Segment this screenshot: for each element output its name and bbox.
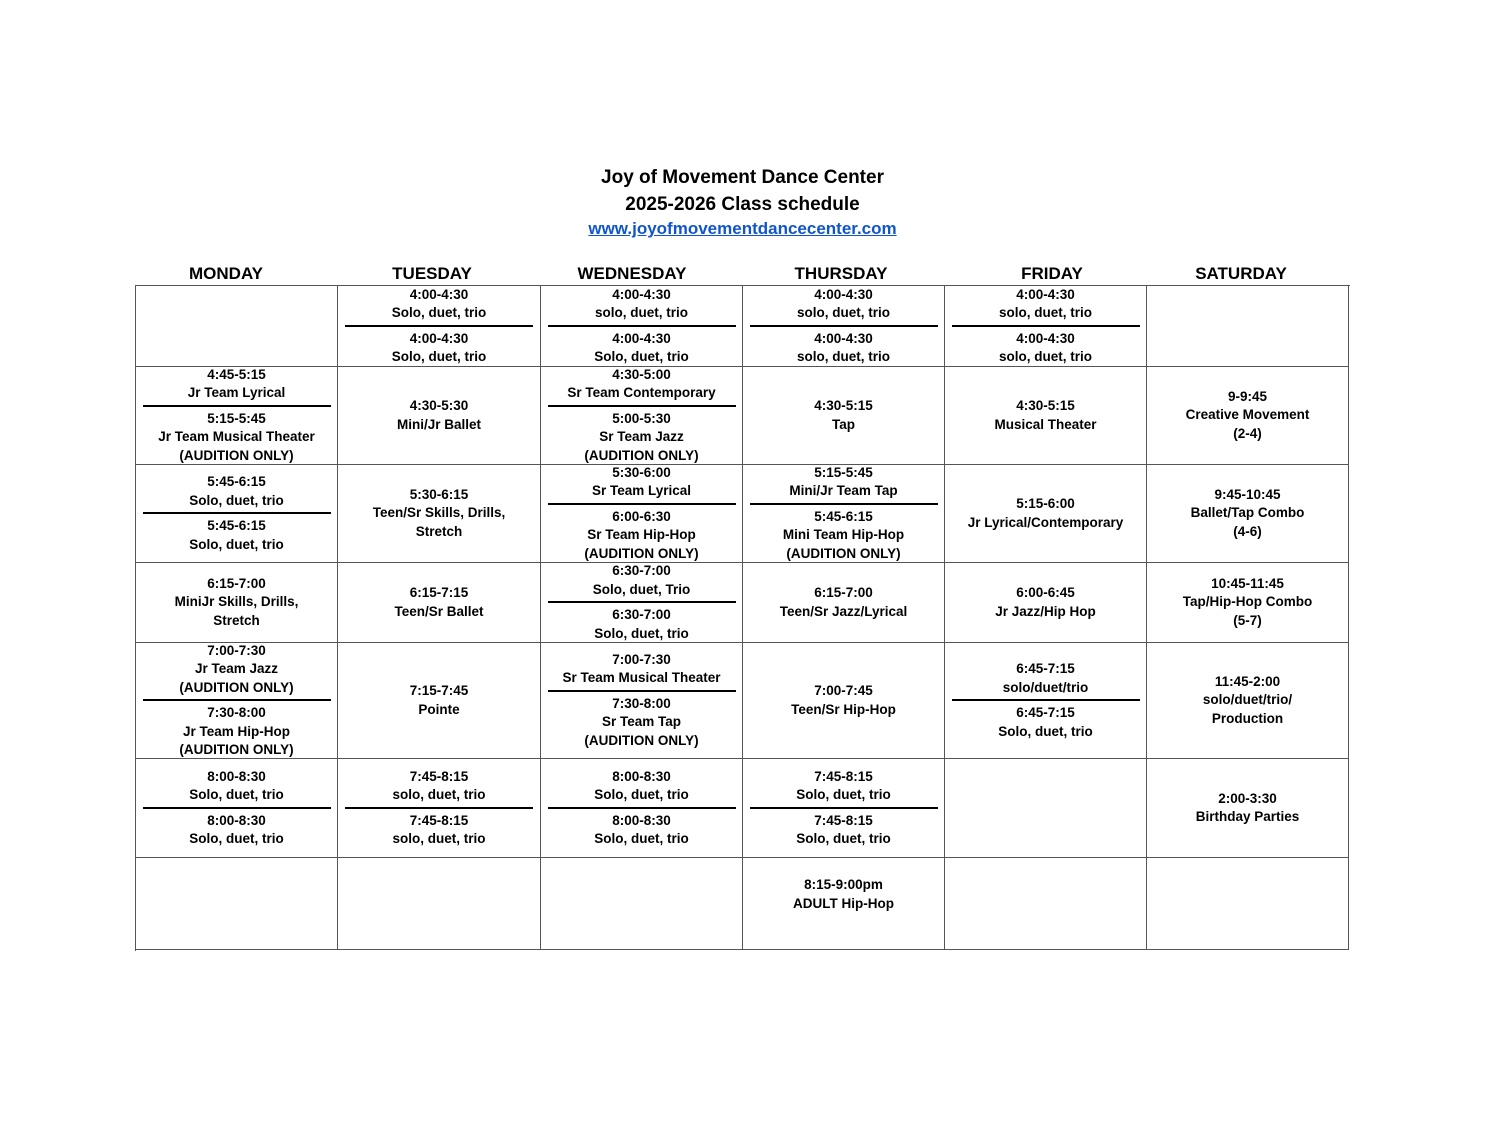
class-entry bbox=[743, 768, 944, 805]
schedule-cell-friday bbox=[945, 465, 1147, 563]
schedule-cell-monday bbox=[136, 367, 338, 465]
class-name: solo/duet/trio/ bbox=[1202, 692, 1293, 708]
class-entry bbox=[743, 682, 944, 719]
class-time: 4:00-4:30 bbox=[612, 330, 671, 346]
class-entry bbox=[136, 704, 337, 759]
class-divider bbox=[548, 690, 736, 692]
class-entry bbox=[1147, 790, 1348, 827]
class-entry bbox=[136, 575, 337, 631]
class-name: (AUDITION ONLY) bbox=[786, 545, 901, 561]
class-name: Creative Movement bbox=[1185, 407, 1310, 423]
class-divider bbox=[548, 503, 736, 505]
class-name: (2-4) bbox=[1233, 425, 1262, 441]
class-entry bbox=[338, 584, 540, 621]
class-name: MiniJr Skills, Drills, bbox=[174, 594, 299, 610]
schedule-cell-friday bbox=[945, 367, 1147, 465]
class-name: solo, duet, trio bbox=[999, 349, 1092, 364]
class-entry bbox=[945, 584, 1146, 621]
schedule-cell-tuesday bbox=[338, 858, 541, 950]
class-entry bbox=[541, 768, 742, 805]
class-name: (AUDITION ONLY) bbox=[179, 742, 294, 757]
schedule-cell-friday bbox=[945, 643, 1147, 759]
schedule-cell-saturday bbox=[1147, 759, 1349, 858]
class-name: (AUDITION ONLY) bbox=[584, 447, 699, 463]
schedule-cell-saturday bbox=[1147, 858, 1349, 950]
class-entry bbox=[945, 397, 1146, 434]
class-time: 5:30-6:15 bbox=[409, 486, 469, 502]
schedule-cell-monday bbox=[136, 858, 338, 950]
class-name: Sr Team Contemporary bbox=[567, 385, 716, 401]
page-subtitle: 2025-2026 Class schedule bbox=[625, 194, 860, 215]
class-name: Jr Team Musical Theater bbox=[158, 429, 315, 445]
class-entry bbox=[338, 812, 540, 849]
schedule-cell-friday bbox=[945, 759, 1147, 858]
schedule-cell-monday bbox=[136, 759, 338, 858]
schedule-cell-friday bbox=[945, 858, 1147, 950]
class-name: Teen/Sr Jazz/Lyrical bbox=[779, 603, 908, 619]
schedule-grid bbox=[135, 285, 1350, 951]
class-entry bbox=[743, 397, 944, 434]
class-time: 9-9:45 bbox=[1227, 388, 1268, 404]
schedule-cell-wednesday bbox=[541, 858, 743, 950]
schedule-cell-friday bbox=[945, 563, 1147, 643]
class-time: 9:45-10:45 bbox=[1214, 486, 1281, 502]
class-name: (AUDITION ONLY) bbox=[179, 447, 294, 463]
class-entry bbox=[541, 651, 742, 688]
class-entry bbox=[541, 367, 742, 403]
class-name: Pointe bbox=[418, 701, 460, 717]
class-name: solo, duet, trio bbox=[797, 349, 890, 364]
class-time: 5:15-6:00 bbox=[1016, 496, 1075, 511]
class-time: 6:15-7:15 bbox=[409, 585, 469, 600]
class-time: 8:00-8:30 bbox=[612, 812, 671, 828]
schedule-cell-tuesday bbox=[338, 643, 541, 759]
class-divider bbox=[548, 405, 736, 407]
class-name: Solo, duet, trio bbox=[189, 787, 284, 802]
class-entry bbox=[338, 682, 540, 719]
class-name: Solo, duet, trio bbox=[998, 723, 1093, 739]
class-time: 6:00-6:45 bbox=[1016, 585, 1075, 600]
schedule-cell-monday bbox=[136, 643, 338, 759]
class-time: 6:45-7:15 bbox=[1016, 661, 1075, 676]
class-entry bbox=[338, 768, 540, 805]
class-name: (4-6) bbox=[1233, 523, 1262, 539]
class-time: 4:00-4:30 bbox=[814, 330, 873, 346]
class-entry bbox=[541, 606, 742, 643]
schedule-cell-wednesday bbox=[541, 465, 743, 563]
class-name: Sr Team Lyrical bbox=[591, 483, 692, 499]
class-name: Solo, duet, trio bbox=[594, 831, 689, 846]
class-name: Solo, duet, trio bbox=[189, 536, 284, 552]
class-entry bbox=[945, 660, 1146, 697]
class-entry bbox=[541, 695, 742, 751]
class-time: 7:00-7:30 bbox=[207, 643, 266, 658]
class-divider bbox=[952, 699, 1140, 701]
schedule-cell-wednesday bbox=[541, 643, 743, 759]
day-header-friday: FRIDAY bbox=[1021, 264, 1083, 283]
schedule-cell-tuesday bbox=[338, 367, 541, 465]
class-entry bbox=[136, 367, 337, 403]
class-name: Jr Lyrical/Contemporary bbox=[967, 514, 1124, 530]
schedule-cell-tuesday bbox=[338, 286, 541, 367]
schedule-cell-friday bbox=[945, 286, 1147, 367]
class-name: Teen/Sr Ballet bbox=[394, 603, 484, 619]
day-header-monday: MONDAY bbox=[189, 264, 263, 283]
class-entry bbox=[541, 410, 742, 465]
class-entry bbox=[338, 486, 540, 542]
class-name: Birthday Parties bbox=[1195, 809, 1300, 824]
class-time: 7:30-8:00 bbox=[612, 695, 671, 711]
class-name: Teen/Sr Skills, Drills, bbox=[372, 505, 506, 521]
class-entry bbox=[743, 508, 944, 563]
class-time: 6:30-7:00 bbox=[612, 607, 671, 622]
class-time: 5:30-6:00 bbox=[612, 465, 671, 480]
class-time: 7:30-8:00 bbox=[207, 705, 266, 720]
class-divider bbox=[143, 512, 331, 514]
class-name: Solo, duet, trio bbox=[796, 831, 891, 846]
class-time: 7:00-7:30 bbox=[612, 651, 671, 667]
class-divider bbox=[548, 601, 736, 603]
class-name: Musical Theater bbox=[994, 416, 1097, 432]
schedule-cell-saturday bbox=[1147, 465, 1349, 563]
class-divider bbox=[345, 325, 533, 327]
class-entry bbox=[541, 286, 742, 323]
class-name: Mini/Jr Team Tap bbox=[789, 483, 898, 499]
class-entry bbox=[541, 465, 742, 501]
class-name: Tap/Hip-Hop Combo bbox=[1182, 594, 1313, 610]
class-name: solo, duet, trio bbox=[797, 305, 890, 320]
class-time: 4:00-4:30 bbox=[612, 286, 671, 302]
class-time: 4:30-5:00 bbox=[612, 367, 671, 382]
class-name: solo, duet, trio bbox=[392, 831, 486, 846]
class-entry bbox=[743, 330, 944, 367]
day-header-tuesday: TUESDAY bbox=[392, 264, 472, 283]
class-time: 6:30-7:00 bbox=[612, 563, 671, 578]
schedule-cell-wednesday bbox=[541, 367, 743, 465]
class-time: 4:00-4:30 bbox=[409, 286, 469, 302]
class-name: Solo, duet, trio bbox=[189, 492, 284, 508]
class-time: 8:00-8:30 bbox=[207, 812, 266, 828]
class-name: Stretch bbox=[415, 523, 463, 539]
class-entry bbox=[541, 812, 742, 849]
schedule-cell-monday bbox=[136, 563, 338, 643]
class-time: 6:00-6:30 bbox=[612, 508, 671, 524]
class-name: Solo, duet, trio bbox=[594, 625, 689, 641]
class-name: Jr Team Jazz bbox=[194, 661, 279, 676]
schedule-cell-thursday bbox=[743, 643, 945, 759]
day-header-wednesday: WEDNESDAY bbox=[577, 264, 687, 283]
class-entry bbox=[1147, 673, 1348, 729]
class-name: solo/duet/trio bbox=[1002, 679, 1089, 695]
class-entry bbox=[541, 330, 742, 367]
class-entry bbox=[136, 812, 337, 849]
class-name: ADULT Hip-Hop bbox=[793, 895, 894, 911]
schedule-cell-tuesday bbox=[338, 563, 541, 643]
class-time: 4:45-5:15 bbox=[207, 367, 266, 382]
schedule-cell-monday bbox=[136, 465, 338, 563]
class-name: Solo, duet, trio bbox=[594, 787, 689, 802]
class-entry bbox=[945, 330, 1146, 367]
class-entry bbox=[541, 508, 742, 563]
website-link[interactable]: www.joyofmovementdancecenter.com bbox=[588, 219, 897, 238]
class-time: 5:15-5:45 bbox=[207, 410, 266, 426]
class-divider bbox=[345, 807, 533, 809]
class-name: Mini Team Hip-Hop bbox=[782, 527, 905, 543]
class-time: 6:15-7:00 bbox=[207, 575, 266, 591]
class-entry bbox=[338, 286, 540, 323]
class-name: Solo, duet, Trio bbox=[592, 581, 691, 597]
class-divider bbox=[548, 807, 736, 809]
day-header-row bbox=[135, 263, 1350, 285]
class-entry bbox=[136, 410, 337, 465]
class-time: 6:15-7:00 bbox=[814, 585, 873, 600]
class-entry bbox=[1147, 575, 1348, 631]
class-entry bbox=[541, 563, 742, 599]
schedule-cell-thursday bbox=[743, 465, 945, 563]
class-entry bbox=[1147, 486, 1348, 542]
class-entry bbox=[743, 584, 944, 621]
class-divider bbox=[750, 503, 938, 505]
day-header-thursday: THURSDAY bbox=[794, 264, 888, 283]
class-time: 4:30-5:15 bbox=[1016, 398, 1075, 413]
class-name: solo, duet, trio bbox=[595, 305, 688, 320]
class-name: Jr Team Hip-Hop bbox=[182, 723, 290, 739]
class-name: Tap bbox=[832, 416, 855, 432]
class-name: Solo, duet, trio bbox=[391, 349, 487, 364]
class-entry bbox=[743, 286, 944, 323]
class-name: (AUDITION ONLY) bbox=[179, 679, 294, 695]
class-divider bbox=[750, 807, 938, 809]
class-name: Teen/Sr Hip-Hop bbox=[791, 701, 896, 717]
class-time: 4:00-4:30 bbox=[1016, 330, 1075, 346]
class-name: Solo, duet, trio bbox=[594, 349, 689, 364]
class-time: 11:45-2:00 bbox=[1214, 673, 1281, 689]
schedule-cell-saturday bbox=[1147, 286, 1349, 367]
class-time: 4:30-5:30 bbox=[409, 398, 469, 413]
class-entry bbox=[945, 495, 1146, 532]
class-entry bbox=[743, 876, 944, 913]
class-time: 4:30-5:15 bbox=[814, 398, 873, 413]
class-time: 2:00-3:30 bbox=[1218, 790, 1277, 806]
class-name: Mini/Jr Ballet bbox=[396, 416, 482, 432]
class-divider bbox=[143, 405, 331, 407]
class-entry bbox=[1147, 388, 1348, 444]
class-time: 8:00-8:30 bbox=[612, 768, 671, 784]
class-divider bbox=[143, 699, 331, 701]
class-name: Solo, duet, trio bbox=[189, 831, 284, 846]
schedule-cell-thursday bbox=[743, 286, 945, 367]
page-title: Joy of Movement Dance Center bbox=[601, 167, 884, 188]
class-time: 10:45-11:45 bbox=[1211, 575, 1284, 591]
schedule-cell-thursday bbox=[743, 563, 945, 643]
schedule-cell-tuesday bbox=[338, 759, 541, 858]
class-name: solo, duet, trio bbox=[999, 305, 1092, 320]
class-entry bbox=[136, 768, 337, 805]
day-header-saturday: SATURDAY bbox=[1195, 264, 1287, 283]
class-entry bbox=[743, 812, 944, 849]
class-time: 5:15-5:45 bbox=[814, 465, 873, 480]
schedule-cell-thursday bbox=[743, 759, 945, 858]
class-name: solo, duet, trio bbox=[392, 787, 486, 802]
class-time: 7:00-7:45 bbox=[814, 683, 873, 698]
class-time: 5:45-6:15 bbox=[207, 474, 266, 489]
class-time: 6:45-7:15 bbox=[1016, 705, 1075, 720]
schedule-cell-thursday bbox=[743, 858, 945, 950]
class-entry bbox=[945, 704, 1146, 741]
class-time: 4:00-4:30 bbox=[814, 286, 873, 302]
class-entry bbox=[945, 286, 1146, 323]
class-time: 7:15-7:45 bbox=[409, 683, 469, 698]
schedule-cell-wednesday bbox=[541, 759, 743, 858]
class-time: 7:45-8:15 bbox=[814, 812, 873, 828]
class-name: Sr Team Jazz bbox=[599, 429, 684, 445]
schedule-cell-saturday bbox=[1147, 367, 1349, 465]
class-divider bbox=[143, 807, 331, 809]
class-name: Production bbox=[1211, 710, 1284, 726]
class-time: 5:45-6:15 bbox=[814, 508, 873, 524]
class-divider bbox=[952, 325, 1140, 327]
schedule-cell-wednesday bbox=[541, 563, 743, 643]
schedule-cell-wednesday bbox=[541, 286, 743, 367]
class-divider bbox=[750, 325, 938, 327]
class-divider bbox=[548, 325, 736, 327]
class-entry bbox=[338, 397, 540, 434]
schedule-cell-saturday bbox=[1147, 643, 1349, 759]
class-name: Solo, duet, trio bbox=[796, 787, 891, 802]
class-name: Ballet/Tap Combo bbox=[1190, 505, 1305, 521]
class-name: Stretch bbox=[213, 612, 260, 628]
class-time: 5:45-6:15 bbox=[207, 518, 266, 533]
class-entry bbox=[338, 330, 540, 367]
class-time: 7:45-8:15 bbox=[409, 768, 469, 784]
class-entry bbox=[743, 465, 944, 501]
class-time: 7:45-8:15 bbox=[409, 812, 469, 828]
class-name: Solo, duet, trio bbox=[391, 305, 487, 320]
class-name: (AUDITION ONLY) bbox=[584, 732, 699, 748]
class-time: 4:00-4:30 bbox=[1016, 286, 1075, 302]
class-time: 7:45-8:15 bbox=[814, 768, 873, 784]
schedule-cell-saturday bbox=[1147, 563, 1349, 643]
schedule-cell-monday bbox=[136, 286, 338, 367]
class-name: (5-7) bbox=[1233, 612, 1262, 628]
class-name: (AUDITION ONLY) bbox=[584, 545, 699, 561]
class-time: 8:15-9:00pm bbox=[804, 877, 883, 892]
class-time: 8:00-8:30 bbox=[207, 768, 266, 784]
class-entry bbox=[136, 473, 337, 510]
class-name: Sr Team Musical Theater bbox=[562, 670, 721, 686]
schedule-cell-thursday bbox=[743, 367, 945, 465]
class-name: Jr Team Lyrical bbox=[187, 385, 286, 401]
class-name: Jr Jazz/Hip Hop bbox=[995, 603, 1096, 619]
class-name: Sr Team Hip-Hop bbox=[587, 527, 696, 543]
class-time: 5:00-5:30 bbox=[612, 410, 671, 426]
class-name: Sr Team Tap bbox=[601, 714, 682, 730]
class-entry bbox=[136, 643, 337, 697]
class-time: 4:00-4:30 bbox=[409, 330, 469, 346]
schedule-cell-tuesday bbox=[338, 465, 541, 563]
class-entry bbox=[136, 517, 337, 554]
